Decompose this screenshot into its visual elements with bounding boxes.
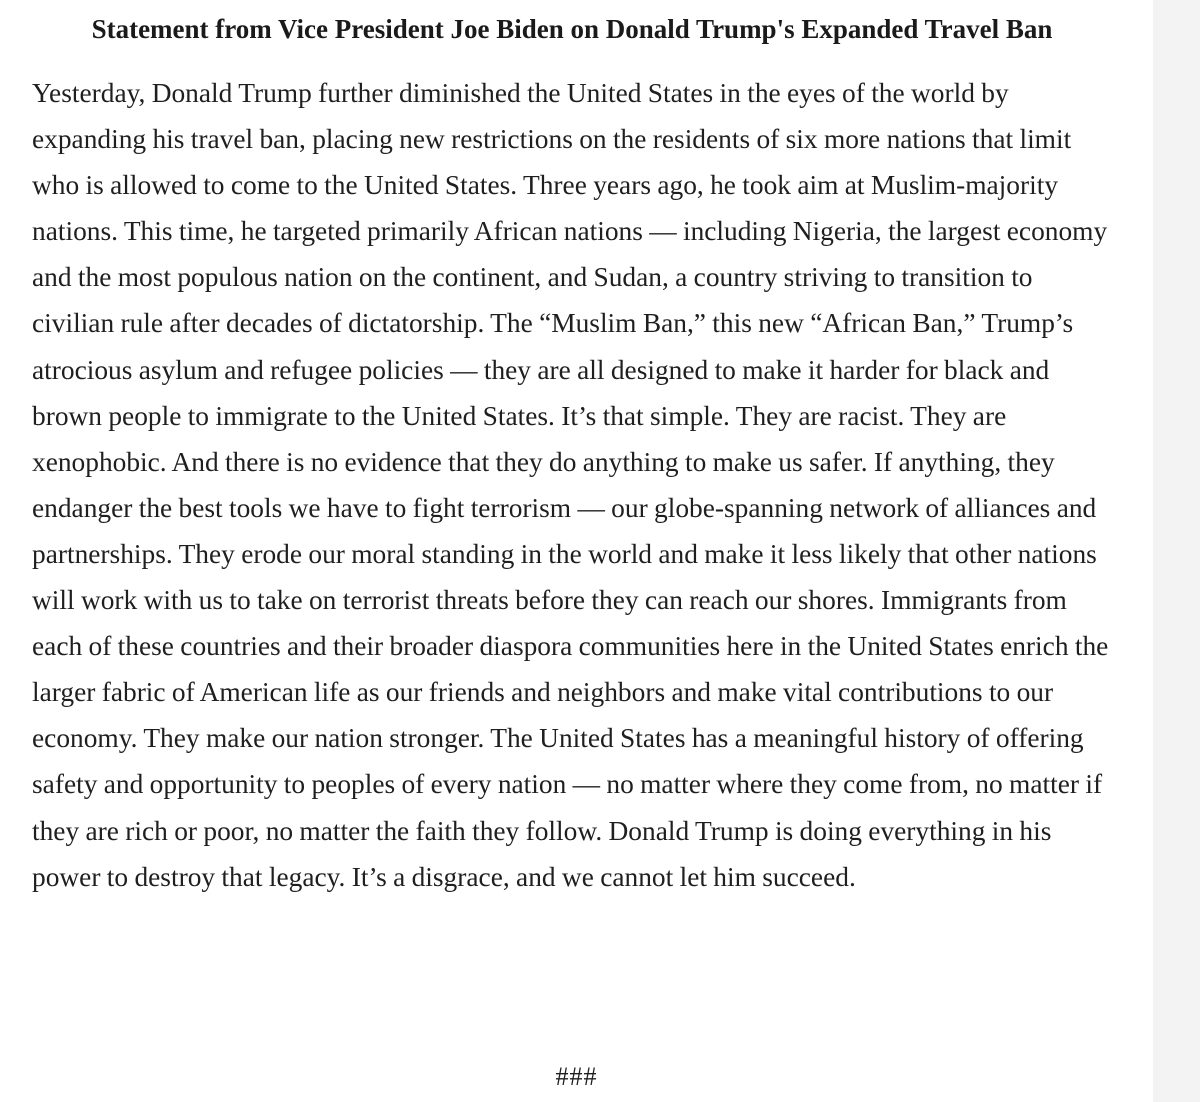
scroll-gutter <box>1153 0 1200 1102</box>
end-mark: ### <box>555 1062 598 1091</box>
statement-title: Statement from Vice President Joe Biden on Donald Trump's Expanded Travel Ban <box>91 14 1053 44</box>
statement-body: Yesterday, Donald Trump further diminished the United States in the eyes of the world by expanding his travel ban, placing new restrictions on the residents of six more nations that limit who is allowed to come to the United States. Three years ago, he took aim at Muslim-majority nations. This time, he targeted primarily African nations — including Nigeria, the largest economy and the most populous nation on the continent, and Sudan, a country striving to transition to civilian rule after decades of dictatorship. The “Muslim Ban,” this new “African Ban,” Trump’s atrocious asylum and refugee policies — they are all designed to make it harder for black and brown people to immigrate to the United States. It’s that simple. They are racist. They are xenophobic. And there is no evidence that they do anything to make us safer. If anything, they endanger the best tools we have to fight terrorism — our globe-spanning network of alliances and partnerships. They erode our moral standing in the world and make it less likely that other nations will work with us to take on terrorist threats before they can reach our shores. Immigrants from each of these countries and their broader diaspora communities here in the United States enrich the larger fabric of American life as our friends and neighbors and make vital contributions to our economy. They make our nation stronger. The United States has a meaningful history of offering safety and opportunity to peoples of every nation — no matter where they come from, no matter if they are rich or poor, no matter the faith they follow. Donald Trump is doing everything in his power to destroy that legacy. It’s a disgrace, and we cannot let him succeed. <box>32 78 1109 892</box>
